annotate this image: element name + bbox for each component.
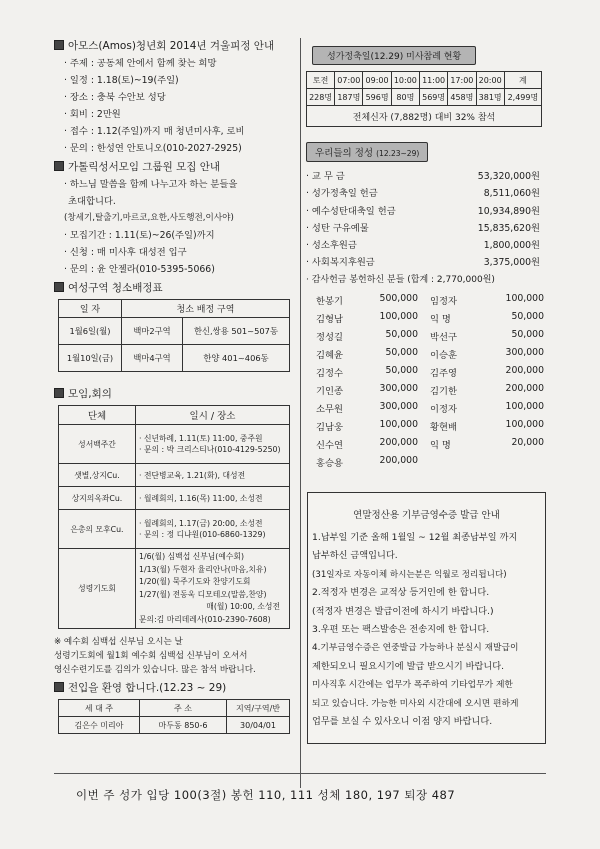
attendance-summary-row [307,106,542,127]
time-cell: 10:00 [391,72,419,89]
table-header: 청소 배정 구역 [122,300,290,318]
tax-notice-line: 4.기부금영수증은 연중발급 가능하나 분실시 재발급이 [312,643,519,654]
offering-label: · 성탄 구유예물 [306,222,369,234]
tax-notice-line: (31일자로 자동이체 하시는분은 익월로 정리됩니다) [312,569,507,580]
count-cell: 228명 [307,89,335,106]
donor-name: 황현배 [430,422,457,434]
donor-amount: 100,000 [379,419,418,431]
table-cell: 마두동 850-6 [140,717,227,734]
donor-amount: 50,000 [511,311,544,323]
group-name: 성서백주간 [59,425,136,464]
donor-amount: 20,000 [511,437,544,449]
meeting-line: 문의:김 마리데레사(010-2390-7608) [139,614,271,624]
donor-name: 한봉기 [316,296,343,308]
table-header: 주 소 [140,700,227,717]
donor-name: 이정자 [430,404,457,416]
offering-row [306,168,540,185]
amos-line: · 장소 : 충북 수안보 성당 [64,92,166,103]
table-row [59,345,290,372]
offering-value: 8,511,060원 [483,188,540,200]
donor-name: 임정자 [430,296,457,308]
offering-label: · 예수성탄대축일 헌금 [306,205,396,217]
donor-name: 김형남 [316,314,343,326]
donor-name: 이승훈 [430,350,457,362]
count-cell: 2,499명 [504,89,541,106]
meeting-line: · 문의 : 정 디냐원(010-6860-1329) [139,530,266,539]
amos-line: · 회비 : 2만원 [64,109,121,120]
donor-amount: 100,000 [505,293,544,305]
meeting-line: 1/20(월) 묵주기도와 찬양기도회 [139,577,251,586]
offering-value: 53,320,000원 [477,171,540,182]
offering-badge-title: 우리들의 정성 [315,148,374,159]
group-name: 샛별,상지Cu. [59,464,136,487]
table-cell: 한양 401~406동 [183,345,290,372]
thanks-line: · 감사헌금 봉헌하신 분들 (합계 : 2,770,000원) [306,274,495,285]
bible-section-title: 가톨릭성서모임 그룹원 모집 안내 [54,159,302,174]
donor-name: 소무원 [316,404,343,416]
bible-line: · 하느님 말씀을 함께 나누고자 하는 분들을 [64,179,238,190]
bible-line: · 문의 : 윤 안젤라(010-5395-5066) [64,264,215,275]
tax-notice-line: 1.납부일 기준 올해 1월일 ~ 12월 최종납부일 까지 [312,532,518,543]
square-bullet-icon [54,388,64,398]
tax-notice-line: 2.적정자 변경은 교적상 등거인에 한 합니다. [312,587,490,599]
donor-amount: 200,000 [379,455,418,467]
note-line: 영신수련기도를 김의가 있습니다. 많은 참석 바랍니다. [54,665,256,675]
offering-row [306,220,540,237]
meeting-details [136,425,290,464]
table-cell: 백마2구역 [122,318,183,345]
square-bullet-icon [54,282,64,292]
time-cell: 17:00 [448,72,476,89]
table-cell: 30/04/01 [227,717,290,734]
attendance-summary: 전체신자 (7,882명) 대비 32% 참석 [307,106,542,127]
time-cell: 11:00 [419,72,447,89]
bible-line: · 신청 : 매 미사후 대성전 입구 [64,247,187,258]
table-cell: 한신,쌍용 501~507동 [183,318,290,345]
table-header-row [59,300,290,318]
meetings-section-title: 모임,회의 [54,386,302,401]
donor-name: 익 명 [430,314,451,326]
attendance-badge: 성가정축일(12.29) 미사참례 현황 [312,44,546,65]
meeting-details [136,464,290,487]
footer-divider [54,773,546,774]
donor-name: 신수연 [316,440,343,452]
donor-amount: 200,000 [505,383,544,395]
offering-badge [306,141,546,162]
donor-name: 김정수 [316,368,343,380]
donor-amount: 100,000 [505,419,544,431]
tax-notice-body [308,529,545,731]
table-header: 지역/구역/반 [227,700,290,717]
time-cell: 토전 [307,72,335,89]
meeting-details [136,549,290,629]
offering-list [306,168,540,289]
tax-notice-line: (적정자 변경은 발급이전에 하시기 바랍니다.) [312,605,494,617]
donor-amount: 500,000 [379,293,418,305]
offering-label: · 사회복지후원금 [306,257,375,269]
offering-label: · 교 무 금 [306,171,345,182]
amos-section-title: 아모스(Amos)청년회 2014년 겨울피정 안내 [54,38,302,53]
tax-notice-line: 미사직후 시간에는 업무가 폭주하여 기타업무가 제한 [312,680,513,691]
offering-row [306,237,540,254]
donor-amount: 200,000 [505,365,544,377]
offering-value: 15,835,620원 [477,222,540,234]
donor-amount: 50,000 [385,347,418,359]
offering-label: · 성소후원금 [306,240,357,252]
offering-row [306,185,540,202]
amos-line: · 문의 : 한성연 안토니오(010-2027-2925) [64,143,242,154]
amos-line: · 접수 : 1.12(주일)까지 매 청년미사후, 로비 [64,126,245,137]
table-cell: 백마4구역 [122,345,183,372]
newcomers-table [58,699,290,734]
attendance-table [306,71,542,127]
meeting-line: · 월례회의, 1.17(금) 20:00, 소성전 [139,519,263,528]
tax-notice-line: 제한되오니 필요시기에 발급 받으시기 바랍니다. [312,660,505,672]
donor-name: 홍승용 [316,458,343,470]
weekly-hymns: 이번 주 성가 입당 100(3절) 봉헌 110, 111 성체 180, 197 퇴장 487 [76,788,456,802]
table-header: 일 자 [59,300,122,318]
table-row [59,549,290,629]
amos-line: · 일정 : 1.18(토)~19(주일) [64,75,179,86]
bible-line: · 모집기간 : 1.11(토)~26(주일)까지 [64,230,215,241]
meeting-details [136,487,290,510]
count-cell: 381명 [476,89,504,106]
meeting-line: 1/6(월) 심백섭 신부님(예수회) [139,552,244,561]
table-cell: 1월10일(금) [59,345,122,372]
table-row [59,318,290,345]
donor-name: 김주영 [430,368,457,380]
donor-name: 기인종 [316,386,343,398]
meeting-line: 매(월) 10:00, 소성전 [206,602,280,611]
table-cell: 김은수 미리아 [59,717,140,734]
note-line: 성령기도회에 월1회 예수회 심백섭 신부님이 오셔서 [54,651,248,661]
cleaning-section-title: 여성구역 청소배정표 [54,280,302,295]
square-bullet-icon [54,161,64,171]
left-column [54,38,302,734]
table-cell: 1월6일(월) [59,318,122,345]
table-header: 세 대 주 [59,700,140,717]
tax-notice-title: 연말정산용 기부금영수증 발급 안내 [353,510,500,521]
note-line: ※ 예수회 심백섭 신부님 오시는 날 [54,637,183,647]
table-row [59,487,290,510]
donor-list [302,293,546,473]
donor-name: 정성길 [316,332,343,344]
donor-amount: 50,000 [511,329,544,341]
count-cell: 458명 [448,89,476,106]
square-bullet-icon [54,40,64,50]
donor-amount: 50,000 [385,365,418,377]
meeting-line: · 전단병교육, 1.21(화), 대성전 [139,470,246,480]
cleaning-table [58,299,290,372]
donor-amount: 50,000 [385,329,418,341]
table-row [59,510,290,549]
table-header-row [59,700,290,717]
table-header: 일시 / 장소 [136,406,290,425]
donor-name: 박선구 [430,332,457,344]
donor-amount: 100,000 [505,401,544,413]
donor-name: 김남웅 [316,422,343,434]
newcomers-section-title: 전입을 환영 합니다.(12.23 ~ 29) [54,680,302,695]
donor-amount: 200,000 [379,437,418,449]
offering-row [306,254,540,271]
time-cell: 20:00 [476,72,504,89]
meeting-details [136,510,290,549]
bible-line: 초대합니다. [68,196,116,207]
time-cell: 07:00 [335,72,363,89]
bible-line: (창세기,탈출기,마르코,요한,사도행전,이사야) [64,213,234,223]
count-cell: 596명 [363,89,391,106]
tax-notice-line: 업무를 보실 수 있사오니 이점 양지 바랍니다. [312,716,493,728]
attendance-counts-row [307,89,542,106]
table-row [59,464,290,487]
donor-name: 김혜윤 [316,350,343,362]
donor-amount: 300,000 [505,347,544,359]
donor-name: 익 명 [430,440,451,452]
table-header: 단체 [59,406,136,425]
square-bullet-icon [54,682,64,692]
count-cell: 80명 [391,89,419,106]
count-cell: 569명 [419,89,447,106]
meeting-line: · 월례회의, 1.16(목) 11:00, 소성전 [139,493,263,503]
offering-badge-date: (12.23~29) [376,149,420,158]
offering-value: 3,375,000원 [483,257,540,269]
tax-receipt-notice [307,492,546,744]
offering-label: · 성가정축일 헌금 [306,188,378,200]
offering-value: 1,800,000원 [483,240,540,252]
table-row [59,425,290,464]
jesuit-note [54,635,302,677]
right-column [302,38,546,473]
meeting-line: · 문의 : 박 크리스티나(010-4129-5250) [139,445,281,454]
group-name: 상지의옥좌Cu. [59,487,136,510]
tax-notice-line: 3.우편 또는 팩스발송은 전송지에 한 합니다. [312,624,490,636]
time-cell: 계 [504,72,541,89]
table-header-row [59,406,290,425]
offering-row [306,203,540,220]
donor-amount: 100,000 [379,311,418,323]
group-name: 성령기도회 [59,549,136,629]
tax-notice-line: 되고 있습니다. 가능한 미사외 시간대에 오시면 편하게 [312,698,519,709]
attendance-times-row [307,72,542,89]
group-name: 은총의 모후Cu. [59,510,136,549]
donor-amount: 300,000 [379,401,418,413]
meeting-line: 1/27(월) 전동욱 디모테오(말씀,찬양) [139,589,267,599]
meetings-table [58,405,290,629]
time-cell: 09:00 [363,72,391,89]
tax-notice-line: 납부하신 금액입니다. [312,550,398,562]
offering-value: 10,934,890원 [477,205,540,217]
meeting-line: · 신년하례, 1.11(토) 11:00, 중주원 [139,434,263,443]
amos-line: · 주제 : 공동체 안에서 함께 찾는 희망 [64,58,217,69]
table-row [59,717,290,734]
meeting-line: 1/13(월) 두현자 율리안나(마음,치유) [139,564,267,574]
donor-amount: 300,000 [379,383,418,395]
donor-name: 김기한 [430,386,457,398]
count-cell: 187명 [335,89,363,106]
